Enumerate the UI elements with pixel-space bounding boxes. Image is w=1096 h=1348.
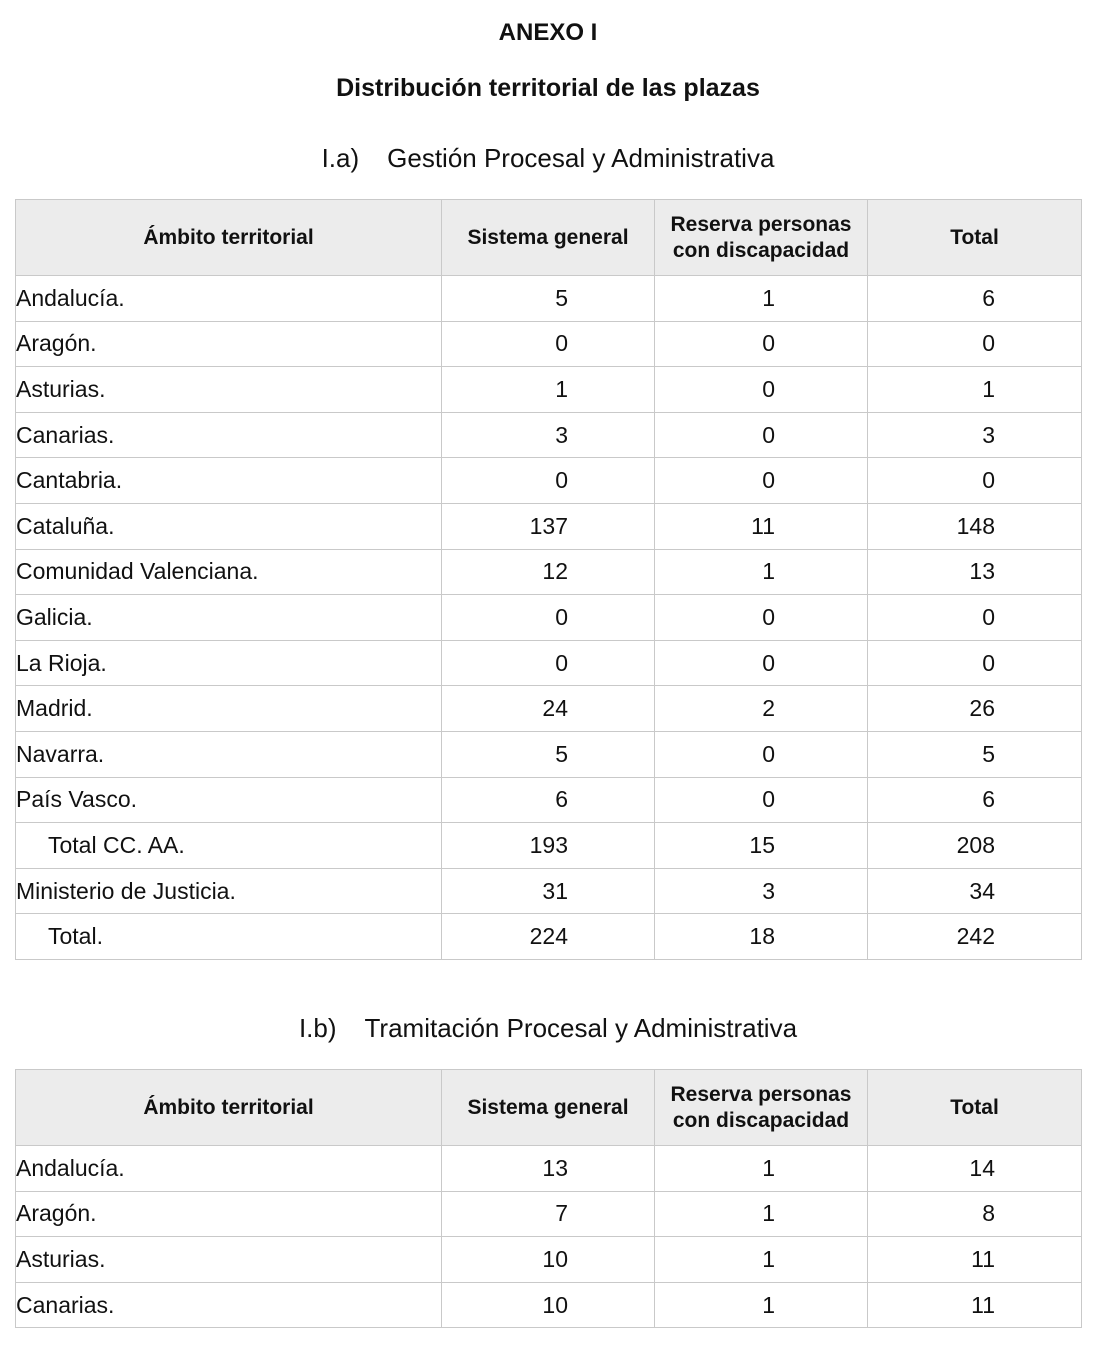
cell-total: 208 (868, 823, 1082, 869)
cell-territory: Ministerio de Justicia. (16, 868, 442, 914)
cell-territory: Asturias. (16, 367, 442, 413)
cell-general: 5 (442, 731, 655, 777)
cell-reserve: 11 (655, 503, 868, 549)
section-a-title: Gestión Procesal y Administrativa (387, 143, 775, 173)
section-b-heading (0, 1012, 1096, 1044)
cell-total: 11 (868, 1237, 1082, 1283)
cell-territory: Cantabria. (16, 458, 442, 504)
cell-territory: Navarra. (16, 731, 442, 777)
cell-total: 6 (868, 777, 1082, 823)
cell-total: 148 (868, 503, 1082, 549)
section-b-code: I.b) (298, 1013, 337, 1043)
table-row (16, 777, 1082, 823)
cell-general: 224 (442, 914, 655, 960)
table-row (16, 503, 1082, 549)
cell-reserve: 1 (655, 549, 868, 595)
header-total: Total (868, 1070, 1082, 1146)
cell-general: 3 (442, 412, 655, 458)
cell-general: 10 (442, 1282, 655, 1328)
header-reserve (655, 1070, 868, 1146)
cell-total: 14 (868, 1146, 1082, 1192)
cell-reserve: 3 (655, 868, 868, 914)
cell-territory: Comunidad Valenciana. (16, 549, 442, 595)
header-total: Total (868, 200, 1082, 276)
cell-total: 0 (868, 595, 1082, 641)
table-row (16, 321, 1082, 367)
cell-general: 6 (442, 777, 655, 823)
table-row (16, 549, 1082, 595)
cell-general: 0 (442, 321, 655, 367)
cell-total: 8 (868, 1191, 1082, 1237)
cell-total: 13 (868, 549, 1082, 595)
table-row (16, 276, 1082, 322)
cell-total: 6 (868, 276, 1082, 322)
header-reserve-line2: con discapacidad (672, 1108, 850, 1132)
cell-total: 11 (868, 1282, 1082, 1328)
table-row (16, 1191, 1082, 1237)
cell-territory: Canarias. (16, 412, 442, 458)
annex-title: ANEXO I (498, 19, 598, 46)
table-body (16, 1146, 1082, 1328)
table-header-row (16, 200, 1082, 276)
cell-territory: Total. (16, 914, 442, 960)
cell-reserve: 2 (655, 686, 868, 732)
cell-total: 0 (868, 640, 1082, 686)
table-header-row (16, 1070, 1082, 1146)
cell-territory: La Rioja. (16, 640, 442, 686)
cell-total: 5 (868, 731, 1082, 777)
section-b-title: Tramitación Procesal y Administrativa (364, 1013, 798, 1043)
cell-reserve: 1 (655, 1237, 868, 1283)
cell-reserve: 0 (655, 321, 868, 367)
cell-total: 3 (868, 412, 1082, 458)
table-row (16, 686, 1082, 732)
cell-reserve: 15 (655, 823, 868, 869)
cell-reserve: 0 (655, 367, 868, 413)
header-general: Sistema general (442, 200, 655, 276)
cell-reserve: 1 (655, 1191, 868, 1237)
header-reserve-line1: Reserva personas (670, 212, 852, 236)
section-a-heading (0, 142, 1096, 174)
cell-general: 12 (442, 549, 655, 595)
table-row (16, 640, 1082, 686)
cell-total: 34 (868, 868, 1082, 914)
table-row (16, 367, 1082, 413)
table-row (16, 731, 1082, 777)
table-row (16, 412, 1082, 458)
cell-reserve: 0 (655, 777, 868, 823)
cell-territory: Madrid. (16, 686, 442, 732)
cell-general: 137 (442, 503, 655, 549)
table-row (16, 914, 1082, 960)
table-row (16, 1282, 1082, 1328)
table-row (16, 1146, 1082, 1192)
table-tramitacion-procesal (15, 1069, 1082, 1328)
cell-reserve: 0 (655, 731, 868, 777)
cell-territory: País Vasco. (16, 777, 442, 823)
cell-reserve: 1 (655, 1146, 868, 1192)
table-row (16, 458, 1082, 504)
document-title: Distribución territorial de las plazas (336, 74, 760, 102)
cell-reserve: 0 (655, 412, 868, 458)
header-territory: Ámbito territorial (16, 1070, 442, 1146)
cell-territory: Canarias. (16, 1282, 442, 1328)
cell-general: 24 (442, 686, 655, 732)
header-general: Sistema general (442, 1070, 655, 1146)
cell-territory: Galicia. (16, 595, 442, 641)
cell-territory: Total CC. AA. (16, 823, 442, 869)
cell-total: 0 (868, 321, 1082, 367)
header-territory: Ámbito territorial (16, 200, 442, 276)
cell-reserve: 1 (655, 276, 868, 322)
cell-territory: Aragón. (16, 321, 442, 367)
cell-reserve: 0 (655, 595, 868, 641)
cell-general: 193 (442, 823, 655, 869)
header-reserve-line2: con discapacidad (672, 238, 850, 262)
section-a-code: I.a) (321, 143, 360, 173)
cell-reserve: 0 (655, 458, 868, 504)
header-reserve (655, 200, 868, 276)
cell-general: 0 (442, 640, 655, 686)
cell-general: 10 (442, 1237, 655, 1283)
header-reserve-line1: Reserva personas (670, 1082, 852, 1106)
cell-territory: Andalucía. (16, 276, 442, 322)
cell-reserve: 1 (655, 1282, 868, 1328)
cell-territory: Andalucía. (16, 1146, 442, 1192)
cell-total: 26 (868, 686, 1082, 732)
cell-territory: Cataluña. (16, 503, 442, 549)
table-row (16, 595, 1082, 641)
table-row (16, 1237, 1082, 1283)
cell-general: 7 (442, 1191, 655, 1237)
table-gestion-procesal (15, 199, 1082, 960)
cell-total: 242 (868, 914, 1082, 960)
cell-general: 1 (442, 367, 655, 413)
cell-territory: Asturias. (16, 1237, 442, 1283)
table-body (16, 276, 1082, 960)
cell-general: 0 (442, 458, 655, 504)
cell-total: 0 (868, 458, 1082, 504)
cell-reserve: 18 (655, 914, 868, 960)
cell-total: 1 (868, 367, 1082, 413)
cell-general: 0 (442, 595, 655, 641)
cell-territory: Aragón. (16, 1191, 442, 1237)
cell-general: 5 (442, 276, 655, 322)
cell-general: 13 (442, 1146, 655, 1192)
cell-general: 31 (442, 868, 655, 914)
cell-reserve: 0 (655, 640, 868, 686)
table-row (16, 868, 1082, 914)
table-row (16, 823, 1082, 869)
